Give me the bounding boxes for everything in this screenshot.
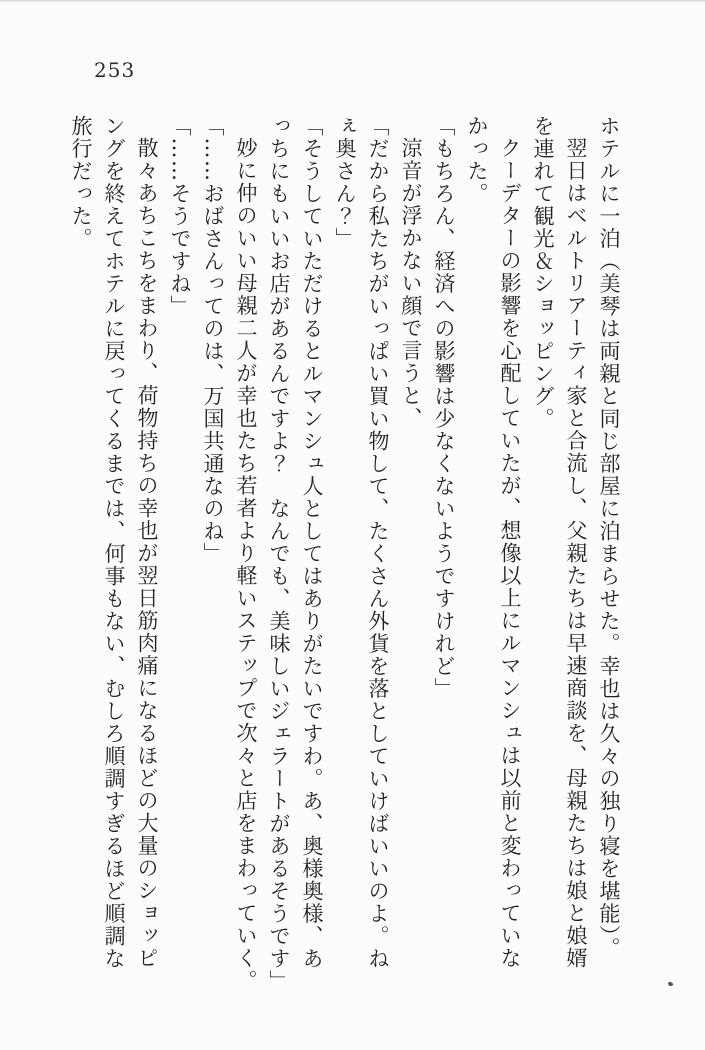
- text-line-4: クーデターの影響を心配していたが、想像以上にルマンシュは以前と変わっていな: [498, 137, 522, 970]
- text-line-2: 翌日はベルトリアーティ家と合流し、父親たちは早速商談を、母親たちは娘と娘婿: [564, 137, 588, 970]
- text-line-5: かった。: [465, 115, 489, 205]
- text-line-8: 「だから私たちがいっぱい買い物して、たくさん外貨を落としていけばいいのよ。ね: [366, 115, 390, 970]
- text-line-17: 旅行だった。: [69, 115, 93, 250]
- text-line-10: 「そうしていただけるとルマンシュ人としてはありがたいですわ。あ、奥様奥様、あ: [300, 115, 324, 970]
- text-line-9: ぇ奥さん？」: [333, 115, 357, 250]
- text-line-11: っちにもいいお店があるんですよ？ なんでも、美味しいジェラートがあるそうです」: [267, 115, 291, 993]
- text-line-15: 散々あちこちをまわり、荷物持ちの幸也が翌日筋肉痛になるほどの大量のショッピ: [135, 137, 159, 970]
- text-line-16: ングを終えてホテルに戻ってくるまでは、何事もない、むしろ順調すぎるほど順調な: [102, 115, 126, 970]
- text-line-12: 妙に仲のいい母親二人が幸也たち若者より軽いステップで次々と店をまわっていく。: [234, 137, 258, 992]
- text-line-7: 涼音が浮かない顔で言うと、: [399, 137, 423, 430]
- text-line-3: を連れて観光＆ショッピング。: [531, 115, 555, 430]
- text-line-13: 「……おばさんってのは、万国共通なのね」: [201, 115, 225, 565]
- text-line-1: ホテルに一泊（美琴は両親と同じ部屋に泊まらせた。幸也は久々の独り寝を堪能）。: [597, 115, 621, 960]
- text-line-14: 「……そうですね」: [168, 115, 192, 318]
- text-area: [64, 115, 625, 995]
- scan-speck-artifact: [667, 981, 673, 987]
- page-edge-shading: [0, 0, 705, 3]
- text-line-6: 「もちろん、経済への影響は少なくないようですけれど」: [432, 115, 456, 700]
- page-number: 253: [94, 58, 136, 82]
